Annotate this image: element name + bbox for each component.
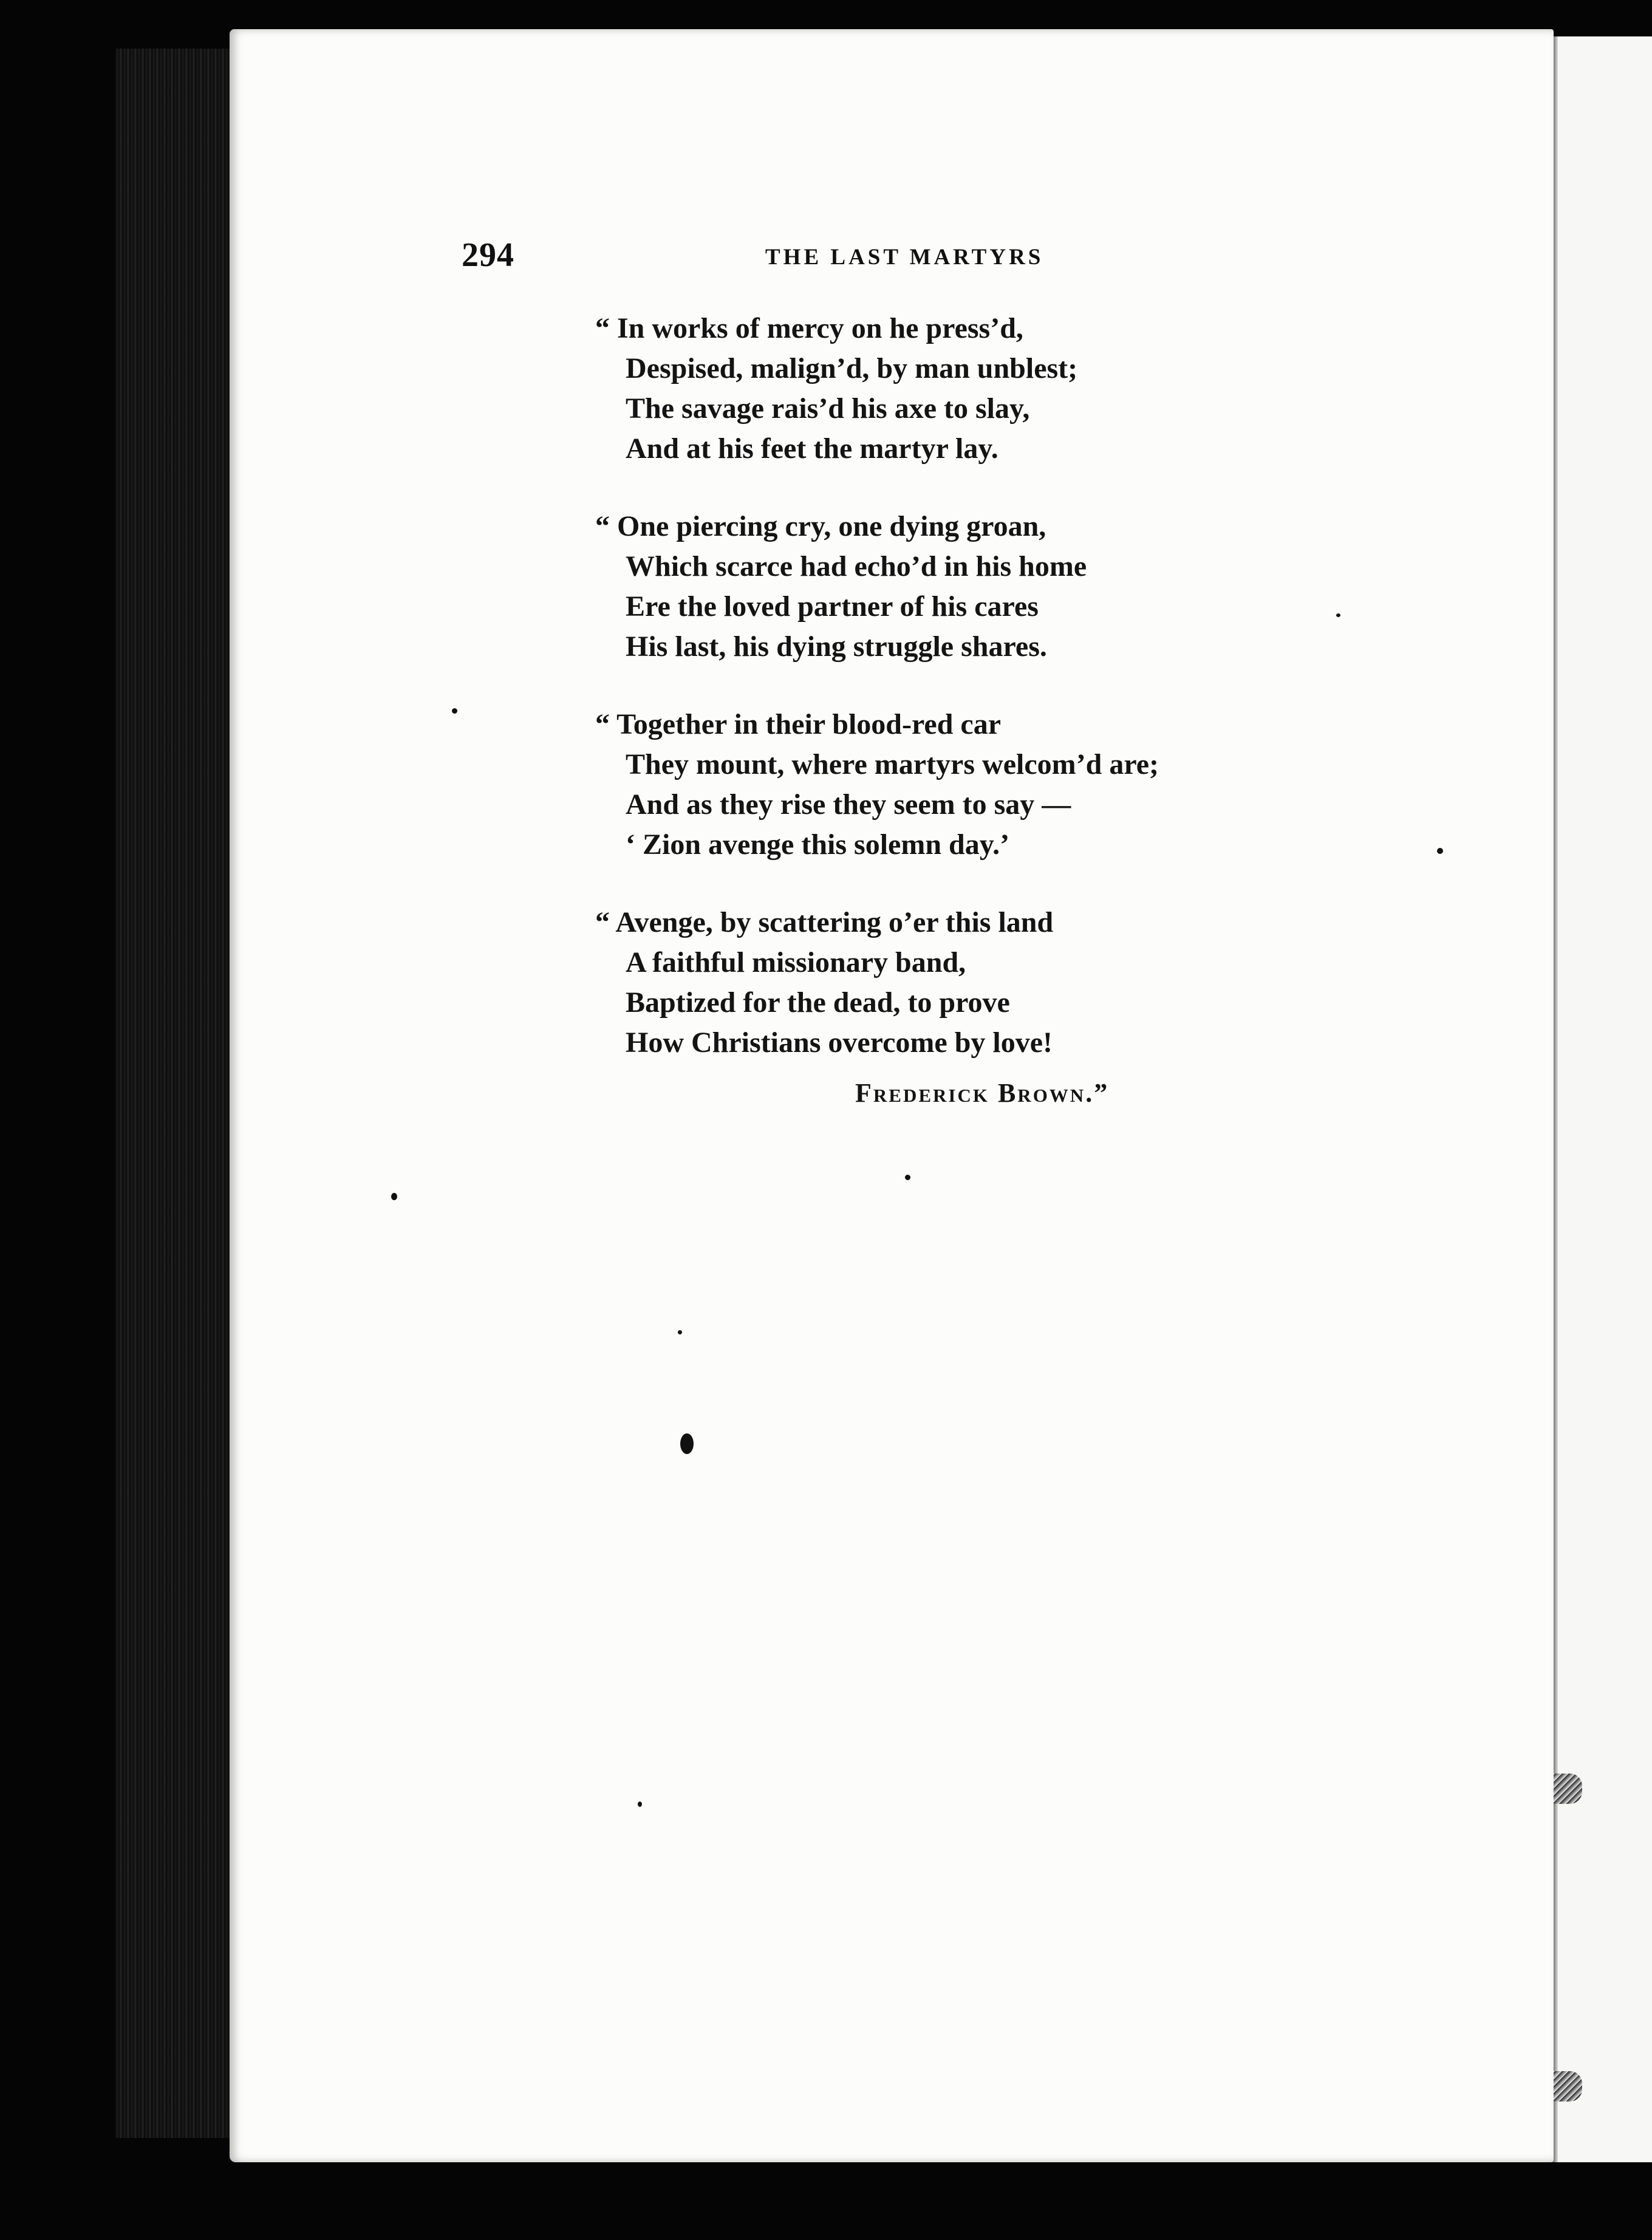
poem-line: A faithful missionary band, (626, 946, 966, 978)
page-number: 294 (462, 236, 514, 274)
facing-page-edge (1546, 36, 1652, 2162)
poem-line: Baptized for the dead, to prove (626, 986, 1010, 1019)
stanza (595, 705, 1288, 865)
poem-line: “ One piercing cry, one dying groan, (595, 510, 1046, 542)
stanza (595, 903, 1288, 1063)
ink-speck (1437, 848, 1443, 854)
poem-signature: Frederick Brown.” (855, 1078, 1110, 1108)
ink-speck (391, 1193, 397, 1200)
poem-line: They mount, where martyrs welcom’d are; (626, 748, 1159, 780)
poem-line: “ Together in their blood-red car (595, 708, 1002, 740)
poem-line: ‘ Zion avenge this solemn day.’ (626, 828, 1010, 861)
poem-line: And as they rise they seem to say — (626, 788, 1071, 821)
stanza (595, 309, 1288, 469)
poem-line: Ere the loved partner of his cares (626, 590, 1039, 623)
page-header (462, 236, 1142, 272)
poem-line: Despised, malign’d, by man unblest; (626, 352, 1078, 384)
ink-speck (1336, 613, 1340, 617)
running-head: THE LAST MARTYRS (765, 245, 1044, 270)
poem-line: Which scarce had echo’d in his home (626, 550, 1087, 582)
ink-speck (905, 1175, 910, 1180)
poem-line: “ In works of mercy on he press’d, (595, 312, 1023, 344)
poem-line: The savage rais’d his axe to slay, (626, 392, 1030, 425)
poem-line: “ Avenge, by scattering o’er this land (595, 906, 1054, 938)
ink-speck (678, 1330, 682, 1334)
poem-line: And at his feet the martyr lay. (626, 432, 998, 465)
ink-speck (452, 708, 457, 714)
ink-speck (638, 1801, 642, 1807)
poem-line: His last, his dying struggle shares. (626, 630, 1047, 663)
poem (595, 309, 1288, 1101)
stanza (595, 507, 1288, 667)
ink-speck (680, 1433, 694, 1454)
poem-line: How Christians overcome by love! (626, 1026, 1053, 1059)
